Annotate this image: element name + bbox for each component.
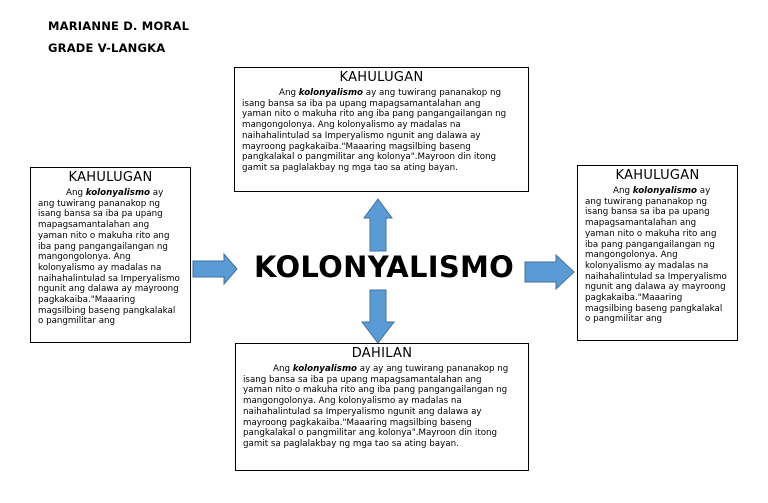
right-box-first-line: Ang kolonyalismo ay (613, 186, 711, 196)
text-line: ay (152, 188, 164, 198)
text-line: ay ang tuwirang pananakop ng (365, 88, 502, 98)
bottom-reason-box (235, 343, 529, 471)
bottom-box-first-line: Ang kolonyalismo ay ay ang tuwirang pananakop ng (273, 364, 509, 374)
arrow-right (525, 255, 574, 289)
text-line: naihahalintulad sa Imperyalismo ngunit ang dalawa ay (243, 406, 482, 417)
top-box-body (235, 88, 528, 174)
student-name: MARIANNE D. MORAL (48, 19, 190, 33)
student-grade: GRADE V-LANGKA (48, 41, 166, 55)
top-definition-box (234, 67, 529, 192)
term: kolonyalismo (85, 188, 150, 198)
text-line: isang bansa sa iba pa upang mapagsamantalahan ang (242, 98, 481, 109)
text-line: pangkalakal o pangmilitar ang kolonya".Mayroon din itong (243, 428, 498, 439)
text-line: ay (699, 186, 711, 196)
bottom-box-title: DAHILAN (351, 346, 413, 361)
right-box-title: KAHULUGAN (615, 168, 700, 183)
text-line: mangongolonya. Ang kolonyalismo ay madalas na (242, 120, 461, 131)
arrow-down (362, 290, 394, 343)
text-line: mangongolonya. Ang kolonyalismo ay madalas na (243, 396, 462, 407)
text-line: ay ay ang tuwirang pananakop ng (359, 364, 509, 374)
text-line: yaman nito o makuha rito ang (585, 228, 717, 239)
text-line: mapagsamantalahan ang (38, 220, 150, 231)
text-line: magsilbing baseng pangkalakal (38, 305, 176, 316)
top-box-title: KAHULUGAN (339, 70, 424, 85)
text-line: mayroong pagkakaiba."Maaaring magsilbing baseng (242, 141, 471, 152)
text-line: mangongolonya. Ang (38, 252, 131, 263)
text-line: o pangmilitar ang (38, 316, 116, 327)
text-line: naihahalintulad sa Imperyalismo (38, 273, 180, 284)
arrow-left (193, 254, 237, 284)
right-box-body (578, 186, 737, 325)
text-line: iba pang pangangailangan ng (585, 239, 715, 250)
term: kolonyalismo (292, 364, 357, 374)
text-line: pagkakaiba."Maaaring (585, 293, 683, 304)
text-line: mayroong pagkakaiba."Maaaring magsilbing baseng (243, 417, 472, 428)
text-line: o pangmilitar ang (585, 314, 663, 325)
term: kolonyalismo (298, 88, 363, 98)
text-line: yaman nito o makuha rito ang iba pang pangangailangan ng (242, 109, 507, 120)
text-line: gamit sa paglalakbay ng mga tao sa ating bayan. (243, 438, 459, 449)
text-line: yaman nito o makuha rito ang iba pang pangangailangan ng (243, 385, 508, 396)
text-line: naihahalintulad sa Imperyalismo (585, 271, 727, 282)
text-line: pangkalakal o pangmilitar ang kolonya".Mayroon din itong (242, 152, 497, 163)
term: kolonyalismo (632, 186, 697, 196)
text-line: iba pang pangangailangan ng (38, 241, 168, 252)
text-line: magsilbing baseng pangkalakal (585, 303, 723, 314)
text-line: ang tuwirang pananakop ng (585, 196, 708, 207)
text-line: ngunit ang dalawa ay mayroong (585, 282, 726, 293)
right-definition-box (577, 165, 738, 341)
arrow-up (364, 199, 392, 251)
text-line: isang bansa sa iba pa upang (585, 207, 710, 218)
text-line: kolonyalismo ay madalas na (585, 260, 709, 271)
text-line: isang bansa sa iba pa upang mapagsamantalahan ang (243, 374, 482, 385)
left-box-body (31, 188, 190, 327)
text-line: mapagsamantalahan ang (585, 218, 697, 229)
text-line: ngunit ang dalawa ay mayroong (38, 284, 179, 295)
left-definition-box (30, 167, 191, 343)
text-line: gamit sa paglalakbay ng mga tao sa ating bayan. (242, 162, 458, 173)
text-line: pagkakaiba."Maaaring (38, 295, 136, 306)
text-line: ang tuwirang pananakop ng (38, 198, 161, 209)
center-topic-label: KOLONYALISMO (254, 250, 515, 284)
top-box-first-line: Ang kolonyalismo ay ang tuwirang pananakop ng (279, 88, 502, 98)
text-line: naihahalintulad sa Imperyalismo ngunit ang dalawa ay (242, 130, 481, 141)
text-line: mangongolonya. Ang (585, 250, 678, 261)
text-line: yaman nito o makuha rito ang (38, 230, 170, 241)
text-line: isang bansa sa iba pa upang (38, 209, 163, 220)
text-line: kolonyalismo ay madalas na (38, 262, 162, 273)
bottom-box-body (236, 364, 528, 450)
left-box-title: KAHULUGAN (68, 170, 153, 185)
left-box-first-line: Ang kolonyalismo ay (66, 188, 164, 198)
